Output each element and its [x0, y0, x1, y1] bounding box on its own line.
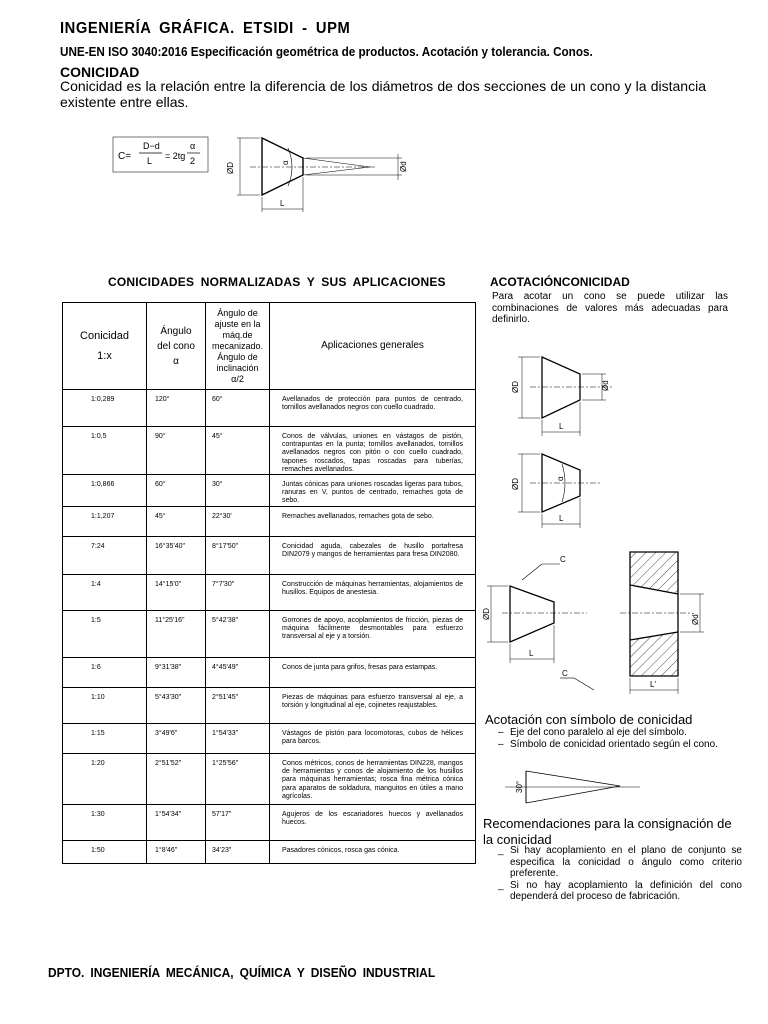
- alpha-label: α: [281, 160, 290, 165]
- cell-angulo-cono: 45°: [147, 507, 206, 537]
- cell-angulo-ajuste: 1°54'33": [206, 724, 270, 754]
- cell-aplicaciones: Juntas cónicas para uniones roscadas ligeras para tubos, ranuras en V, puntos de centrado, remaches gota de sebo.: [270, 475, 476, 507]
- cell-angulo-cono: 1°8'46": [147, 841, 206, 864]
- cell-aplicaciones: Remaches avellanados, remaches gota de sebo.: [270, 507, 476, 537]
- formula-alpha: α: [190, 141, 196, 151]
- cell-angulo-cono: 9°31'38": [147, 658, 206, 688]
- svg-text:ØD: ØD: [511, 381, 520, 393]
- cell-aplicaciones: Gorrones de apoyo, acoplamientos de fricción, piezas de máquina fácilmente desmontables para esfuerzo transversal al eje y a torsión.: [270, 611, 476, 658]
- svg-text:L: L: [559, 422, 564, 431]
- section-top: [630, 552, 678, 594]
- svg-text:L': L': [650, 680, 656, 689]
- cell-angulo-cono: 5°43'30": [147, 688, 206, 724]
- diameter-D-label: ØD: [226, 162, 235, 174]
- cell-aplicaciones: Agujeros de los escariadores huecos y avellanados huecos.: [270, 805, 476, 841]
- cell-angulo-cono: 16°35'40": [147, 537, 206, 575]
- table-row: [63, 805, 476, 841]
- formula-two: 2: [190, 156, 196, 166]
- cell-conicidad: 1:0,5: [63, 427, 147, 475]
- cone1: [542, 357, 580, 418]
- svg-text:L: L: [529, 649, 534, 658]
- table-row: [63, 754, 476, 805]
- table-title: CONICIDADES NORMALIZADAS Y SUS APLICACIONES: [108, 275, 446, 289]
- list-item: – Eje del cono paralelo al eje del símbolo.: [498, 727, 687, 738]
- conicidad-figure: [110, 130, 420, 220]
- cell-angulo-ajuste: 4°45'49": [206, 658, 270, 688]
- section-bottom: [630, 632, 678, 676]
- cell-conicidad: 1:10: [63, 688, 147, 724]
- table-row: [63, 427, 476, 475]
- table-row: [63, 390, 476, 427]
- length-L-label: L: [280, 199, 285, 208]
- simbolo-figure: [500, 765, 650, 810]
- svg-text:L: L: [559, 514, 564, 523]
- recomendaciones-list: [498, 845, 742, 903]
- cell-conicidad: 1:20: [63, 754, 147, 805]
- angle30-label: 30°: [515, 780, 524, 793]
- recomendaciones-title: Recomendaciones para la consignación de la conicidad: [483, 816, 732, 847]
- cell-angulo-ajuste: 34'23": [206, 841, 270, 864]
- cell-angulo-ajuste: 57'17": [206, 805, 270, 841]
- cell-aplicaciones: Conicidad aguda, cabezales de husillo portafresa DIN2079 y mangos de herramientas para fresa DIN2080.: [270, 537, 476, 575]
- header-angulo-ajuste: Ángulo de ajuste en la máq.de mecanizado. Ángulo de inclinación α/2: [206, 303, 270, 390]
- cell-conicidad: 1:5: [63, 611, 147, 658]
- table-row: [63, 688, 476, 724]
- cell-conicidad: 1:0,866: [63, 475, 147, 507]
- svg-text:C: C: [562, 669, 568, 678]
- cell-aplicaciones: Conos de junta para grifos, fresas para estampas.: [270, 658, 476, 688]
- cell-angulo-ajuste: 7°7'30": [206, 575, 270, 611]
- simbolo-list: [498, 727, 748, 750]
- cell-angulo-cono: 3°49'6": [147, 724, 206, 754]
- cell-conicidad: 1:6: [63, 658, 147, 688]
- cell-aplicaciones: Piezas de máquinas para esfuerzo transversal al eje, a torsión y longitudinal al eje, cojinetes reajustables.: [270, 688, 476, 724]
- formula-num: D−d: [143, 141, 160, 151]
- section-heading: CONICIDAD: [60, 64, 140, 80]
- page-subtitle: UNE-EN ISO 3040:2016 Especificación geométrica de productos. Acotación y tolerancia. Conos.: [60, 44, 593, 59]
- header-aplicaciones: Aplicaciones generales: [270, 303, 476, 390]
- table-row: [63, 611, 476, 658]
- svg-text:C: C: [560, 555, 566, 564]
- cell-angulo-cono: 60°: [147, 475, 206, 507]
- cell-angulo-cono: 90°: [147, 427, 206, 475]
- cell-angulo-cono: 14°15'0": [147, 575, 206, 611]
- cell-aplicaciones: Avellanados de protección para puntos de centrado, tornillos avellanados negros con cuello cuadrado.: [270, 390, 476, 427]
- cell-angulo-ajuste: 1°25'56": [206, 754, 270, 805]
- list-item: _ Si no hay acoplamiento la definición del cono dependerá del proceso de fabricación.: [498, 879, 742, 902]
- acotacion-intro: Para acotar un cono se puede utilizar las combinaciones de valores más adecuadas para definirlo.: [492, 291, 728, 325]
- cell-angulo-ajuste: 45°: [206, 427, 270, 475]
- conicidades-table: [62, 302, 476, 864]
- table-row: [63, 475, 476, 507]
- cell-angulo-cono: 2°51'52": [147, 754, 206, 805]
- cell-conicidad: 1:15: [63, 724, 147, 754]
- cell-conicidad: 1:50: [63, 841, 147, 864]
- cell-angulo-cono: 11°25'16": [147, 611, 206, 658]
- header-conicidad: Conicidad 1:x: [63, 303, 147, 390]
- list-item: – Símbolo de conicidad orientado según el cono.: [498, 738, 718, 750]
- cell-angulo-ajuste: 60°: [206, 390, 270, 427]
- cell-angulo-ajuste: 30°: [206, 475, 270, 507]
- acotacion-figures: [482, 330, 752, 710]
- formula-den: L: [147, 156, 153, 166]
- cell-angulo-ajuste: 2°51'45": [206, 688, 270, 724]
- cell-conicidad: 1:0,289: [63, 390, 147, 427]
- simbolo-title: Acotación con símbolo de conicidad: [485, 712, 693, 727]
- cell-angulo-cono: 1°54'34": [147, 805, 206, 841]
- cell-angulo-ajuste: 5°42'38": [206, 611, 270, 658]
- table-row: [63, 575, 476, 611]
- cell-aplicaciones: Conos de válvulas, uniones en vástagos de pistón, contrapuntas en la punta; tornillos avellanados, tornillos avellanados negros con pitón o con cuello cuadrado, tapones roscados, tapas roscadas para tuberías, remaches avellanados.: [270, 427, 476, 475]
- svg-text:ØD: ØD: [482, 608, 491, 620]
- cell-angulo-ajuste: 22°30': [206, 507, 270, 537]
- page-footer: DPTO. INGENIERÍA MECÁNICA, QUÍMICA Y DISEÑO INDUSTRIAL: [48, 965, 436, 980]
- cone3: [510, 586, 554, 642]
- diameter-d-label: Ød: [399, 161, 408, 172]
- cell-aplicaciones: Pasadores cónicos, rosca gas cónica.: [270, 841, 476, 864]
- cell-aplicaciones: Construcción de máquinas herramientas, alojamientos de husillos. Equipos de anestesia.: [270, 575, 476, 611]
- cell-angulo-cono: 120°: [147, 390, 206, 427]
- cell-angulo-ajuste: 8°17'50": [206, 537, 270, 575]
- table-row: [63, 507, 476, 537]
- svg-text:Ød': Ød': [691, 612, 700, 625]
- page-title: INGENIERÍA GRÁFICA. ETSIDI - UPM: [60, 20, 351, 37]
- cell-conicidad: 1:4: [63, 575, 147, 611]
- list-item: _ Si hay acoplamiento en el plano de conjunto se especifica la conicidad o ángulo como criterio preferente.: [498, 845, 742, 879]
- table-row: [63, 658, 476, 688]
- formula-eq: = 2tg: [165, 151, 186, 161]
- cell-conicidad: 7:24: [63, 537, 147, 575]
- table-row: [63, 724, 476, 754]
- acotacion-title: ACOTACIÓNCONICIDAD: [490, 275, 630, 289]
- cone-outline: [262, 138, 303, 195]
- table-row: [63, 537, 476, 575]
- cell-conicidad: 1:30: [63, 805, 147, 841]
- table-row: [63, 841, 476, 864]
- section-intro: Conicidad es la relación entre la diferencia de los diámetros de dos secciones de un cono y la distancia existente entre ellas.: [60, 78, 706, 110]
- cell-conicidad: 1:1,207: [63, 507, 147, 537]
- formula-c: C=: [118, 151, 132, 162]
- svg-text:Ød: Ød: [601, 380, 610, 391]
- cell-aplicaciones: Vástagos de pistón para locomotoras, cubos de hélices para barcos.: [270, 724, 476, 754]
- cell-aplicaciones: Conos métricos, conos de herramientas DIN228, mangos de herramientas y conos de alojamiento de los husillos para máquinas herramientas; rosca fina métrica cónica para aparatos de soldadura, manguitos en útiles a mano agrícolas.: [270, 754, 476, 805]
- svg-text:α: α: [556, 476, 565, 481]
- header-angulo-cono: Ángulo del cono α: [147, 303, 206, 390]
- svg-text:ØD: ØD: [511, 478, 520, 490]
